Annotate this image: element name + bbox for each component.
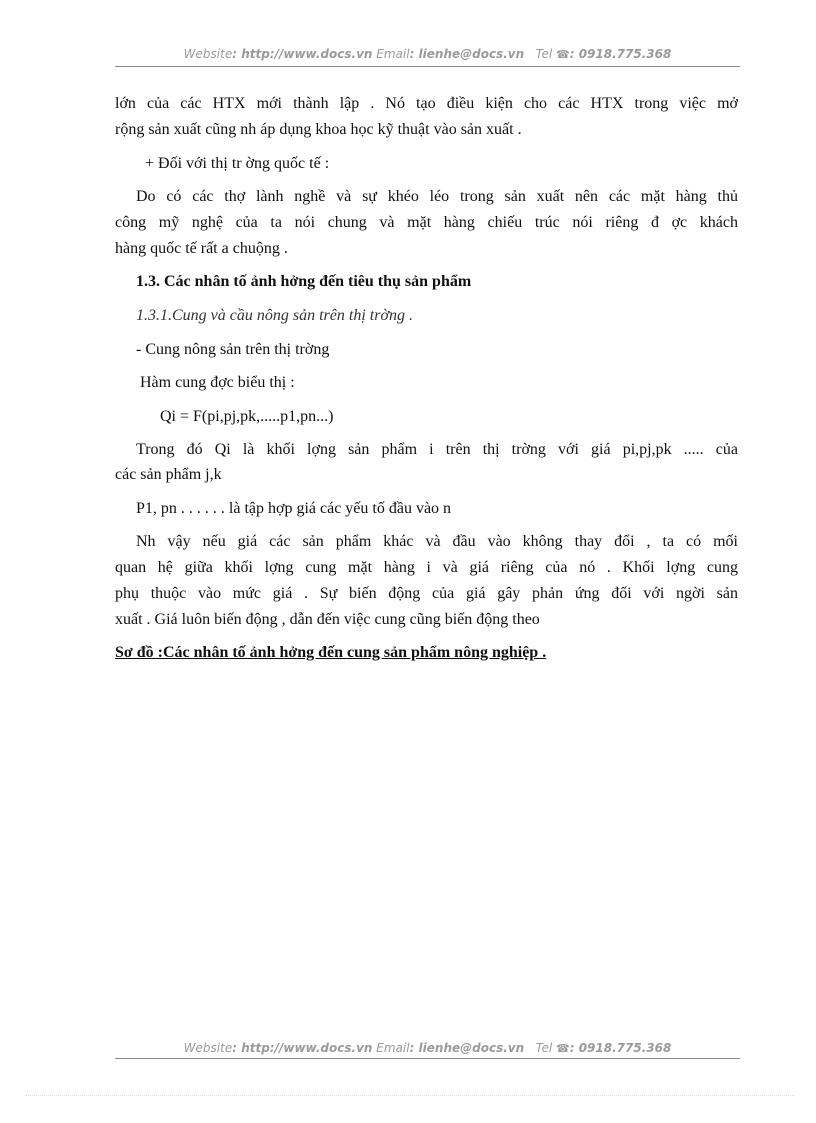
page-footer bbox=[115, 1041, 740, 1055]
paragraph-8-line-2: quan hệ giữa khối lợng cung mặt hàng i và giá riêng của nó . Khối lợng cung bbox=[115, 559, 738, 576]
paragraph-1-line-1: lớn của các HTX mới thành lập . Nó tạo điều kiện cho các HTX trong việc mở bbox=[115, 95, 738, 112]
header-website-link[interactable]: : http://www.docs.vn bbox=[232, 47, 373, 61]
diagram-title: Sơ đồ :Các nhân tố ảnh hởng đến cung sản phẩm nông nghiệp . bbox=[115, 644, 547, 661]
paragraph-6-line-1: Trong đó Qi là khối lợng sản phẩm i trên thị trờng với giá pi,pj,pk ..... của bbox=[136, 441, 738, 458]
page-bottom-divider bbox=[25, 1095, 795, 1096]
paragraph-1-line-2: rộng sản xuất cũng nh áp dụng khoa học kỹ thuật vào sản xuất . bbox=[115, 121, 522, 138]
header-rule bbox=[115, 66, 740, 67]
header-email-link[interactable]: : lienhe@docs.vn bbox=[409, 47, 525, 61]
paragraph-3-line-3: hàng quốc tế rất a chuộng . bbox=[115, 240, 288, 257]
header-email-label: Email bbox=[376, 47, 410, 61]
paragraph-2: + Đối với thị tr ờng quốc tế : bbox=[145, 155, 330, 172]
paragraph-5: Hàm cung đợc biểu thị : bbox=[140, 374, 295, 391]
footer-website-label: Website bbox=[183, 1041, 233, 1055]
header-tel-value: : 0918.775.368 bbox=[569, 47, 672, 61]
paragraph-8-line-1: Nh vậy nếu giá các sản phẩm khác và đầu vào không thay đổi , ta có mối bbox=[136, 533, 738, 550]
phone-icon: ☎ bbox=[556, 48, 570, 61]
footer-website-link[interactable]: : http://www.docs.vn bbox=[232, 1041, 373, 1055]
supply-formula: Qi = F(pi,pj,pk,.....p1,pn...) bbox=[160, 408, 334, 425]
paragraph-7: P1, pn . . . . . . là tập hợp giá các yếu tố đầu vào n bbox=[136, 500, 452, 517]
paragraph-8-line-4: xuất . Giá luôn biến động , dẫn đến việc cung cũng biến động theo bbox=[115, 611, 540, 628]
footer-email-link[interactable]: : lienhe@docs.vn bbox=[409, 1041, 525, 1055]
footer-tel-value: : 0918.775.368 bbox=[569, 1041, 672, 1055]
footer-rule bbox=[115, 1058, 740, 1059]
phone-icon: ☎ bbox=[556, 1042, 570, 1055]
subsection-heading-1-3-1: 1.3.1.Cung và cầu nông sản trên thị trờng . bbox=[136, 307, 413, 324]
footer-tel-label: Tel bbox=[535, 1041, 553, 1055]
section-heading-1-3: 1.3. Các nhân tố ảnh hởng đến tiêu thụ sản phẩm bbox=[136, 273, 472, 290]
header-website-label: Website bbox=[183, 47, 233, 61]
paragraph-8-line-3: phụ thuộc vào mức giá . Sự biến động của giá gây phản ứng đối với ngời sản bbox=[115, 585, 738, 602]
header-tel-label: Tel bbox=[535, 47, 553, 61]
paragraph-6-line-2: các sản phẩm j,k bbox=[115, 466, 222, 483]
paragraph-4: - Cung nông sản trên thị trờng bbox=[136, 341, 330, 358]
paragraph-3-line-1: Do có các thợ lành nghề và sự khéo léo trong sản xuất nên các mặt hàng thủ bbox=[136, 188, 738, 205]
paragraph-3-line-2: công mỹ nghệ của ta nói chung và mặt hàng chiếu trúc nói riêng đ ợc khách bbox=[115, 214, 738, 231]
page-header bbox=[115, 47, 740, 61]
footer-email-label: Email bbox=[376, 1041, 410, 1055]
